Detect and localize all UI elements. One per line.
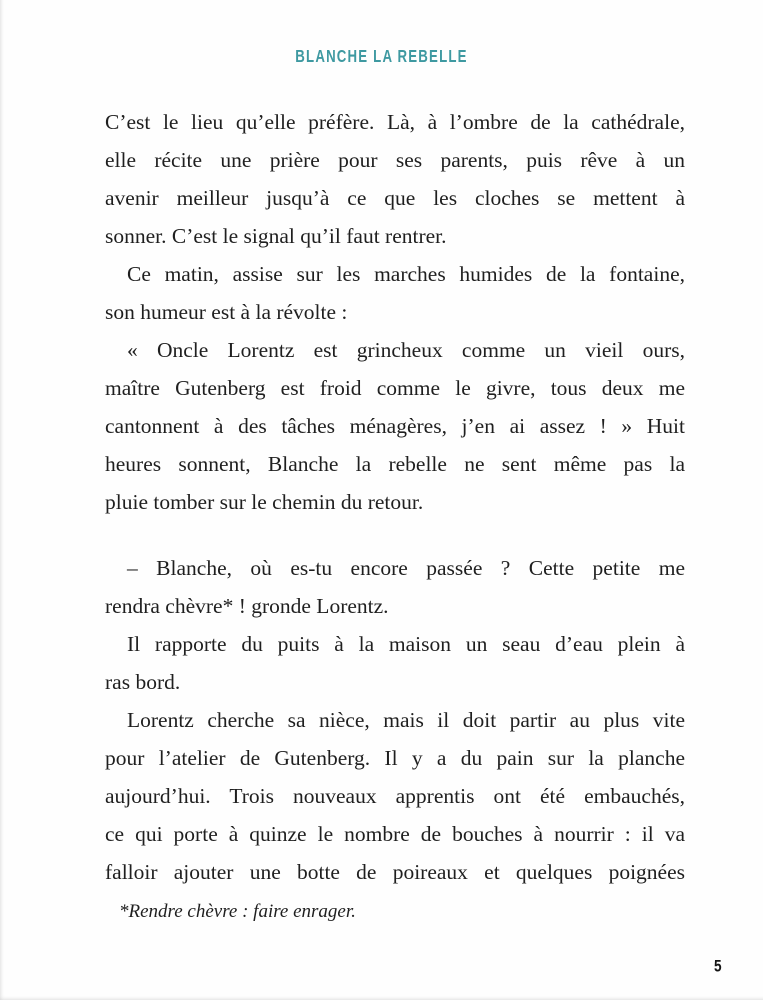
paragraph xyxy=(105,625,685,701)
text-line: aujourd’hui. Trois nouveaux apprentis ont été embauchés, xyxy=(105,784,685,808)
text-line: sonner. C’est le signal qu’il faut rentrer. xyxy=(105,224,447,248)
footnote: *Rendre chèvre : faire enrager. xyxy=(119,901,356,922)
text-line: Ce matin, assise sur les marches humides de la fontaine, xyxy=(127,262,685,286)
text-line: elle récite une prière pour ses parents, puis rêve à un xyxy=(105,148,685,172)
text-line: cantonnent à des tâches ménagères, j’en ai assez ! » Huit xyxy=(105,414,685,438)
paragraph xyxy=(105,255,685,331)
page-number: 5 xyxy=(714,958,722,976)
text-line: pour l’atelier de Gutenberg. Il y a du pain sur la planche xyxy=(105,746,685,770)
body-text xyxy=(105,103,685,927)
paragraph xyxy=(105,701,685,891)
paragraph xyxy=(105,103,685,255)
text-line: pluie tomber sur le chemin du retour. xyxy=(105,490,424,514)
text-line: « Oncle Lorentz est grincheux comme un vieil ours, xyxy=(127,338,685,362)
text-line: C’est le lieu qu’elle préfère. Là, à l’ombre de la cathédrale, xyxy=(105,110,685,134)
text-line: – Blanche, où es-tu encore passée ? Cette petite me xyxy=(127,556,685,580)
text-line: Il rapporte du puits à la maison un seau d’eau plein à xyxy=(127,632,685,656)
text-line: ce qui porte à quinze le nombre de bouches à nourrir : il va xyxy=(105,822,685,846)
text-line: Lorentz cherche sa nièce, mais il doit partir au plus vite xyxy=(127,708,685,732)
text-line: ras bord. xyxy=(105,670,181,694)
text-line: rendra chèvre* ! gronde Lorentz. xyxy=(105,594,389,618)
text-line: son humeur est à la révolte : xyxy=(105,300,348,324)
chapter-title: BLANCHE LA REBELLE xyxy=(295,46,468,67)
text-line: maître Gutenberg est froid comme le givre, tous deux me xyxy=(105,376,685,400)
running-header xyxy=(0,47,763,67)
text-line: falloir ajouter une botte de poireaux et quelques poignées xyxy=(105,860,685,884)
paragraph xyxy=(105,331,685,521)
paragraph-dialogue xyxy=(105,549,685,625)
text-line: heures sonnent, Blanche la rebelle ne sent même pas la xyxy=(105,452,685,476)
text-line: avenir meilleur jusqu’à ce que les cloches se mettent à xyxy=(105,186,685,210)
